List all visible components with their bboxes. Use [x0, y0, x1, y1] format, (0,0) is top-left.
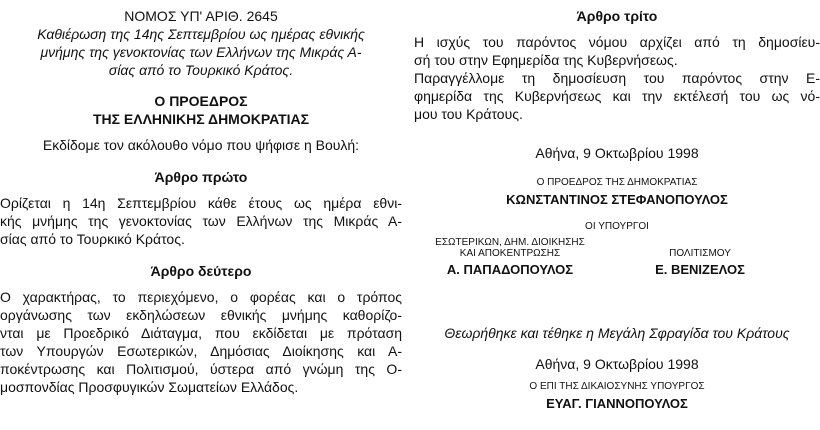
article3-line: μου του Κράτους. [414, 106, 523, 122]
justice-minister-name: ΕΥΑΓ. ΓΙΑΝΝΟΠΟΥΛΟΣ [546, 396, 688, 411]
minister2-role: ΠΟΛΙΤΙΣΜΟΥ [669, 248, 731, 259]
promulgation-text: Εκδίδομε τον ακόλουθο νόμο που ψήφισε η Βουλή: [42, 137, 360, 153]
president-heading: ΤΗΣ ΕΛΛΗΝΙΚΗΣ ΔΗΜΟΚΡΑΤΙΑΣ [92, 111, 310, 127]
article2-line: των Υπουργών Εσωτερικών, Δημόσιας Διοίκησης και Α- [0, 343, 402, 359]
signing-date: Αθήνα, 9 Οκτωβρίου 1998 [535, 145, 699, 161]
article3-line: φημερίδα της Κυβερνήσεως και την εκτέλεσή του ως νό- [414, 88, 820, 104]
subject-line: σίας από το Τουρκικό Κράτος. [108, 62, 294, 78]
subject-line: Καθιέρωση της 14ης Σεπτεμβρίου ως ημέρας εθνικής [37, 26, 365, 42]
article1-line: Ορίζεται η 14η Σεπτεμβρίου κάθε έτους ως ημέρα εθνι- [0, 195, 402, 211]
article2-line: οργάνωσης των εκδηλώσεων εθνικής μνήμης καθορίζο- [0, 307, 402, 323]
article2-line: ποκέντρωσης και Πολιτισμού, ύστερα από γνώμη της Ο- [0, 361, 402, 377]
ministers-label: ΟΙ ΥΠΟΥΡΓΟΙ [585, 221, 649, 232]
article3-line: Η ισχύς του παρόντος νόμου αρχίζει από τη δημοσίευ- [414, 34, 820, 50]
minister1-name: Α. ΠΑΠΑΔΟΠΟΥΛΟΣ [446, 262, 574, 277]
article2-line: νται με Προεδρικό Διάταγμα, που εκδίδεται με πρόταση [0, 325, 402, 341]
article1-line: κής μνήμης της γενοκτονίας των Ελλήνων της Μικράς Α- [0, 213, 402, 229]
minister1-role: ΚΑΙ ΑΠΟΚΕΝΤΡΩΣΗΣ [459, 248, 561, 259]
article1-line: σίας από το Τουρκικό Κράτος. [0, 231, 185, 247]
article2-title: Άρθρο δεύτερο [150, 263, 252, 279]
article3-title: Άρθρο τρίτο [576, 8, 658, 24]
law-heading: ΝΟΜΟΣ ΥΠ' ΑΡΙΘ. 2645 [124, 8, 278, 24]
article3-line: σή του στην Εφημερίδα της Κυβερνήσεως. [414, 52, 678, 68]
president-heading: Ο ΠΡΟΕΔΡΟΣ [154, 93, 248, 109]
seal-date: Αθήνα, 9 Οκτωβρίου 1998 [535, 356, 699, 372]
minister2-name: Ε. ΒΕΝΙΖΕΛΟΣ [655, 262, 745, 277]
seal-note: Θεωρήθηκε και τέθηκε η Μεγάλη Σφραγίδα του Κράτους [444, 325, 790, 341]
article1-title: Άρθρο πρώτο [154, 169, 248, 185]
subject-line: μνήμης της γενοκτονίας των Ελλήνων της Μικράς Α- [40, 44, 362, 60]
article2-line: Ο χαρακτήρας, το περιεχόμενο, ο φορέας και ο τρόπος [0, 289, 402, 305]
president-role: Ο ΠΡΟΕΔΡΟΣ ΤΗΣ ΔΗΜΟΚΡΑΤΙΑΣ [536, 177, 698, 188]
article3-line: Παραγγέλλομε τη δημοσίευση του παρόντος στην Ε- [414, 70, 820, 86]
president-name: ΚΩΝΣΤΑΝΤΙΝΟΣ ΣΤΕΦΑΝΟΠΟΥΛΟΣ [506, 192, 728, 207]
justice-minister-role: Ο ΕΠΙ ΤΗΣ ΔΙΚΑΙΟΣΥΝΗΣ ΥΠΟΥΡΓΟΣ [529, 381, 705, 392]
minister1-role: ΕΣΩΤΕΡΙΚΩΝ, ΔΗΜ. ΔΙΟΙΚΗΣΗΣ [435, 237, 585, 248]
article2-line: μοσπονδίας Προσφυγικών Σωματείων Ελλάδος. [0, 379, 299, 395]
